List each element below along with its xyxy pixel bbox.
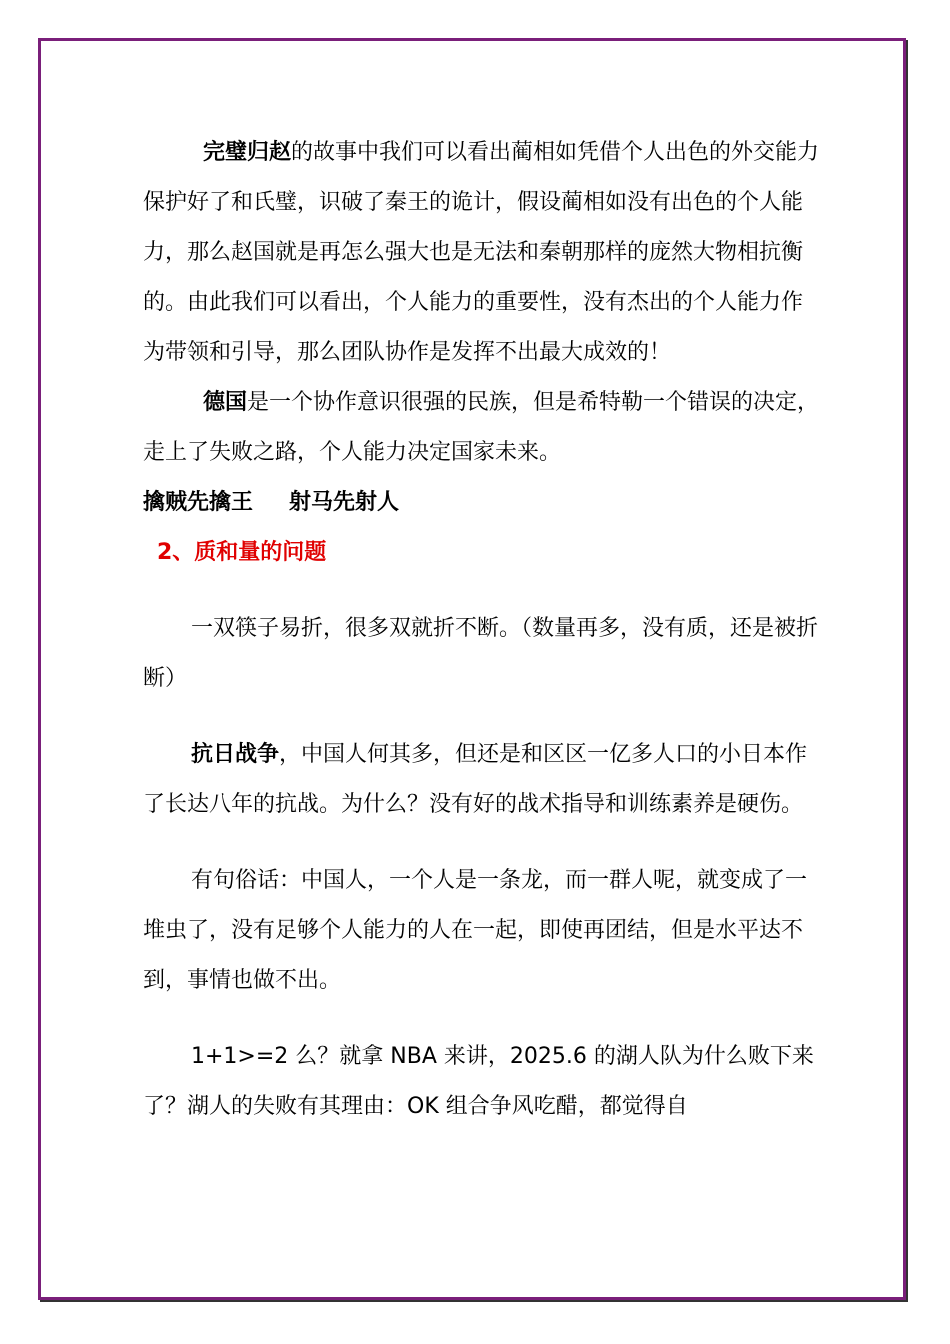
paragraph-text: 是一个协作意识很强的民族，但是希特勒一个错误的决定，走上了失败之路，个人能力决定国家未来。	[143, 390, 820, 465]
bold-term: 德国	[203, 390, 248, 415]
paragraph-text: ，中国人何其多，但还是和区区一亿多人口的小日本作了长达八年的抗战。为什么？没有好的战术指导和训练素养是硬伤。	[143, 742, 808, 817]
paragraph-wanbiguizhao	[143, 128, 823, 378]
slogan-line	[143, 478, 823, 528]
paragraph-chopsticks: 一双筷子易折，很多双就折不断。（数量再多，没有质，还是被折断）	[143, 616, 819, 691]
paragraph-germany	[143, 378, 823, 478]
section-heading: 2、质和量的问题	[157, 540, 327, 565]
slogan-part-2: 射马先射人	[289, 490, 400, 515]
slogan-part-1: 擒贼先擒王	[143, 490, 254, 515]
bold-term: 完璧归赵	[203, 140, 292, 165]
document-body	[143, 128, 823, 1132]
paragraph-proverb: 有句俗话：中国人，一个人是一条龙，而一群人呢，就变成了一堆虫了，没有足够个人能力的人在一起，即使再团结，但是水平达不到，事情也做不出。	[143, 868, 808, 993]
paragraph-war	[143, 730, 823, 830]
bold-term: 抗日战争	[191, 742, 280, 767]
paragraph-nba: 1+1>=2 么？就拿 NBA 来讲，2025.6 的湖人队为什么败下来了？湖人的失败有其理由：OK 组合争风吃醋，都觉得自	[143, 1044, 814, 1119]
paragraph-text: 的故事中我们可以看出蔺相如凭借个人出色的外交能力保护好了和氏璧，识破了秦王的诡计，假设蔺相如没有出色的个人能力，那么赵国就是再怎么强大也是无法和秦朝那样的庞然大物相抗衡的。由此我们可以看出，个人能力的重要性，没有杰出的个人能力作为带领和引导，那么团队协作是发挥不出最大成效的！	[143, 140, 820, 365]
